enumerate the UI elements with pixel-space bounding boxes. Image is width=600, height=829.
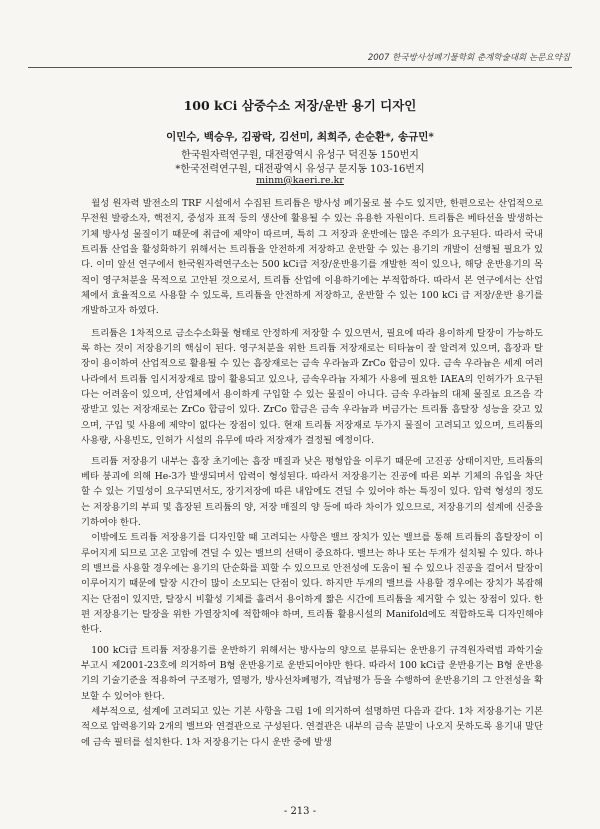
page-number: - 213 - xyxy=(283,806,317,817)
author-email: minm@kaeri.re.kr xyxy=(256,175,344,186)
body-text xyxy=(81,196,543,750)
paragraph-6: 세부적으로, 설계에 고려되고 있는 기본 사항을 그림 1에 의거하여 설명하면 다음과 같다. 1차 저장용기는 기본적으로 압력용기와 2개의 밸브와 연결관으로 구성된다. 연결관은 내부의 금속 분말이 나오지 못하도록 용기내 말단에 금속 필터를 설치한다. 1차 저장용기는 다시 운반 중에 발생 xyxy=(81,706,543,748)
paper-title: 100 kCi 삼중수소 저장/운반 용기 디자인 xyxy=(183,98,417,113)
author-list: 이민수, 백승우, 김광락, 김선미, 최희주, 손순환*, 송규민* xyxy=(166,131,434,143)
paragraph-5: 100 kCi급 트리튬 저장용기를 운반하기 위해서는 방사능의 양으로 분류되는 운반용기 규격원자력법 과학기술부고시 제2001-23호에 의거하여 B형 운반용기로 운반되어야만 한다. 따라서 100 kCi급 운반용기는 B형 운반용기의 기술기준을 적용하여 구조평가, 열평가, 방사선차폐평가, 격납평가 등을 수행하여 운반용기의 그 안전성을 확보할 수 있어야 한다. xyxy=(81,644,543,702)
affiliation-1: 한국원자력연구원, 대전광역시 유성구 덕진동 150번지 xyxy=(181,150,419,161)
header-rule xyxy=(28,67,572,68)
paragraph-3: 트리튬 저장용기 내부는 흡장 초기에는 흡장 매질과 낮은 평형압을 이루기 때문에 고진공 상태이지만, 트리튬의 베타 붕괴에 의해 He-3가 발생되며서 압력이 형성된다. 따라서 저장용기는 진공에 따른 외부 기체의 유입을 차단할 수 있는 기밀성이 요구되면서도, 장기저장에 따른 내압에도 견딜 수 있어야 하는 특징이 있다. 압력 형성의 정도는 저장용기의 부피 및 흡장된 트리튬의 양, 저장 매질의 양 등에 따라 차이가 있으므로, 저장용기의 설계에 신중을 기하여야 한다. xyxy=(81,455,543,528)
paragraph-1: 월성 원자력 발전소의 TRF 시설에서 수집된 트리튬은 방사성 폐기물로 볼 수도 있지만, 한편으로는 산업적으로 무전원 발광소자, 핵전지, 중성자 표적 등의 생산에 활용될 수 있는 유용한 자원이다. 트리튬은 베타선을 발생하는 기체 방사성 물질이기 때문에 취급에 제약이 따르며, 특히 그 저장과 운반에는 많은 주의가 요구된다. 따라서 국내 트리튬 산업을 활성화하기 위해서는 트리튬을 안전하게 저장하고 운반할 수 있는 용기의 개발이 선행될 필요가 있다. 이미 앞선 연구에서 한국원자력연구소는 500 kCi급 저장/운반용기를 개발한 적이 있으나, 해당 운반용기의 목적이 영구처분을 목적으로 고안된 것으로서, 트리튬 산업에 이용하기에는 부적합하다. 따라서 본 연구에서는 산업체에서 효율적으로 사용할 수 있도록, 트리튬을 안전하게 저장하고, 운반할 수 있는 100 kCi 급 저장/운반 용기를 개발하고자 하였다. xyxy=(81,198,543,317)
proceedings-header: 2007 한국방사성폐기물학회 춘계학술대회 논문요약집 xyxy=(367,53,570,63)
paragraph-4: 이밖에도 트리튬 저장용기를 디자인할 때 고려되는 사항은 밸브 장치가 있는 밸브를 통해 트리튬의 흡탈장이 이루어지게 되므로 고온 고압에 견딜 수 있는 밸브의 선택이 중요하다. 밸브는 하나 또는 두개가 설치될 수 있다. 하나의 밸브를 사용할 경우에는 용기의 단순화를 꾀할 수 있으므로 안전성에 도움이 될 수 있으나 진공을 걸어서 탈장이 이루어지기 때문에 탈장 시간이 많이 소모되는 단점이 있다. 하지만 두개의 밸브를 사용할 경우에는 장치가 복잡해지는 단점이 있지만, 탈장시 비활성 기체를 흘려서 용이하게 짧은 시간에 트리튬을 제거할 수 있는 장점이 있다. 한편 저장용기는 탈장을 위한 가열장치에 적합해야 하며, 트리튬 활용시설의 Manifold에도 적합하도록 디자인해야 한다. xyxy=(81,532,543,636)
paragraph-2: 트리튬은 1차적으로 금소수소화물 형태로 안정하게 저장할 수 있으면서, 필요에 따라 용이하게 탈장이 가능하도록 하는 것이 저장용기의 핵심이 된다. 영구처분을 위한 트리튬 저장재로는 티타늄이 잘 알려져 있으며, 흡장과 탈장이 용이하여 산업적으로 활용될 수 있는 흡장재로는 금속 우라늄과 ZrCo 합금이 있다. 금속 우라늄은 세계 여러 나라에서 트리튬 임시저장재로 많이 활용되고 있으나, 금속우라늄 자체가 사용에 필요한 IAEA의 인허가가 요구된다는 어려움이 있으며, 산업체에서 용이하게 구입할 수 있는 물질이 아니다. 금속 우라늄의 대체 물질로 요즈음 각광받고 있는 저장재로는 ZrCo 합금이 있다. ZrCo 합금은 금속 우라늄과 버금가는 트리튬 흡탈장 성능을 갖고 있으며, 구입 및 사용에 제약이 없다는 장점이 있다. 현재 트리튬 저장재로 두가지 물질이 고려되고 있으며, 트리튬의 사용량, 사용빈도, 인허가 시설의 유무에 따라 저장재가 결정될 예정이다. xyxy=(81,327,543,447)
affiliation-2: *한국전력연구원, 대전광역시 유성구 문지동 103-16번지 xyxy=(175,164,425,175)
